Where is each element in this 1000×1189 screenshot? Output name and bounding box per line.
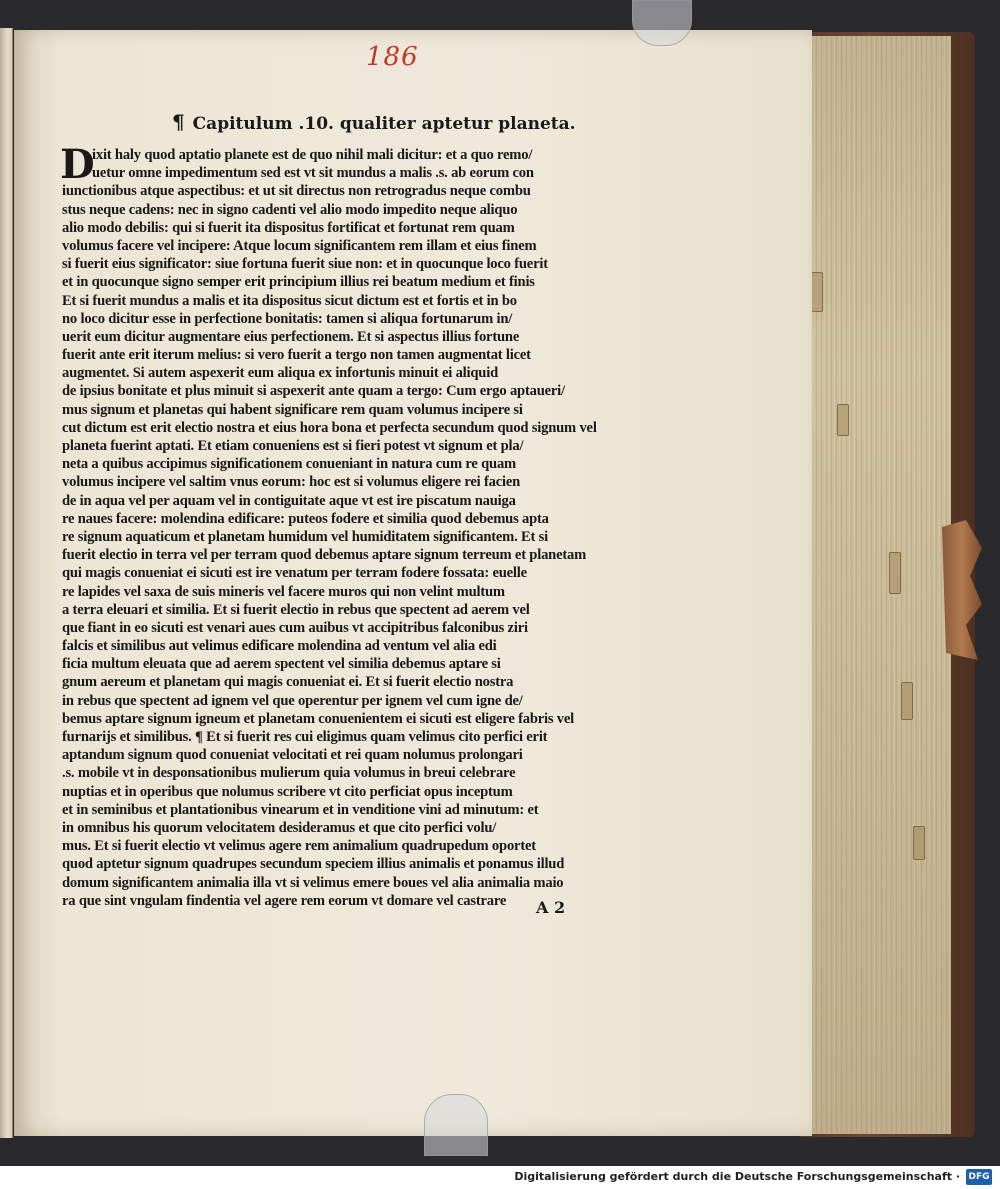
text-line: cut dictum est erit electio nostra et eius hora bona et perfecta secundum quod signum vel — [62, 419, 597, 436]
text-line: bemus aptare signum igneum et planetam conuenientem ei sicuti est eligere fabris vel — [62, 710, 575, 727]
text-line: et in quocunque signo semper erit principium illius rei beatum medium et finis — [62, 274, 535, 291]
page-clip-top — [632, 0, 692, 46]
text-line: volumus facere vel incipere: Atque locum significantem rem illam et eius finem — [62, 237, 537, 254]
footer-bar — [0, 1166, 1000, 1189]
text-line: re naues facere: molendina edificare: puteos fodere et similia quod debemus apta — [62, 510, 549, 527]
dfg-logo: DFG — [966, 1169, 992, 1185]
text-line: re lapides vel saxa de suis mineris vel facere muros qui non velint multum — [62, 583, 505, 600]
text-line: neta a quibus accipimus significationem conueniant in natura cum re quam — [62, 456, 517, 473]
text-line: stus neque cadens: nec in signo cadenti vel alio modo impedito neque aliquo — [62, 201, 518, 218]
text-line: qui magis conueniat ei sicuti est ire venatum per terram fodere fossata: euelle — [62, 565, 527, 582]
text-line: et in seminibus et plantationibus vinearum et in venditione vini ad minutum: et — [62, 801, 539, 818]
text-line: re signum aquaticum et planetam humidum vel humiditatem significantem. Et si — [62, 528, 549, 545]
text-line: fuerit ante erit iterum melius: si vero fuerit a tergo non tamen augmentat licet — [62, 347, 531, 364]
text-line: ra que sint vngulam findentia vel agere rem eorum vt domare vel castrare — [62, 892, 507, 909]
text-line: in omnibus his quorum velocitatem desideramus et que cito perfici volu/ — [62, 819, 497, 836]
text-line: gnum aereum et planetam qui magis conueniat ei. Et si fuerit electio nostra — [62, 674, 514, 691]
body-text — [60, 141, 626, 910]
text-line: domum significantem animalia illa vt si velimus emere boues vel alia animalia maio — [62, 874, 564, 891]
text-line: uetur omne impedimentum sed est vt sit mundus a malis .s. ab eorum con — [92, 165, 534, 182]
text-line: quod aptetur signum quadrupes secundum speciem illius animalis et ponamus illud — [62, 856, 565, 873]
text-line: mus. Et si fuerit electio vt velimus agere rem animalium quadrupedum oportet — [62, 838, 536, 855]
text-line: que fiant in eo sicuti est venari aues cum auibus vt accipitribus falconibus ziri — [62, 619, 528, 636]
pilcrow-mark: ¶ — [172, 110, 185, 134]
text-line: ficia multum eleuata que ad aerem spectent vel similia debemus aptare si — [62, 656, 501, 673]
torn-binding — [942, 520, 982, 660]
text-line: planeta fuerint aptati. Et etiam conueniens est si fieri potest vt signum et pla/ — [62, 438, 524, 454]
page-tab — [837, 404, 849, 436]
page-tab — [889, 552, 901, 594]
text-line: in rebus que spectent ad ignem vel que operentur per ignem vel cum igne de/ — [62, 692, 523, 709]
page-tab — [901, 682, 913, 720]
text-line: aptandum signum quod conueniat velocitati et rei quam nolumus prolongari — [62, 747, 523, 764]
footer-credit: Digitalisierung gefördert durch die Deutsche Forschungsgemeinschaft · — [514, 1170, 960, 1183]
text-line: a terra eleuari et similia. Et si fuerit electio in rebus que spectent ad aerem vel — [62, 601, 530, 618]
text-line: uerit eum dicitur augmentare eius perfectionem. Et si aspectus illius fortune — [62, 328, 520, 345]
text-line: furnarijs et similibus. ¶ Et si fuerit res cui eligimus quam velimus cito perfici erit — [62, 729, 548, 745]
text-line: no loco dicitur esse in perfectione bonitatis: tamen si aliqua fortunarum in/ — [62, 310, 513, 327]
text-line: mus signum et planetas qui habent significare rem quam volumus incipere si — [62, 401, 523, 418]
text-line: fuerit electio in terra vel per terram quod debemus aptare signum terreum et planetam — [62, 547, 587, 564]
initial-letter: D — [60, 141, 95, 188]
left-page-edge — [0, 28, 13, 1138]
page-tab — [811, 272, 823, 312]
text-line: iunctionibus atque aspectibus: et ut sit directus non retrogradus neque combu — [62, 183, 531, 200]
chapter-heading — [172, 110, 576, 134]
text-line: Et si fuerit mundus a malis et ita dispositus sicut dictum est et fortis et in bo — [62, 292, 517, 309]
chapter-heading-text: Capitulum .10. qualiter aptetur planeta. — [192, 114, 576, 134]
text-line: de in aqua vel per aquam vel in contiguitate aque vt est ire piscatum nauiga — [62, 492, 516, 509]
text-line: .s. mobile vt in desponsationibus mulierum quia volumus in breui celebrare — [62, 765, 516, 782]
page-block-edge — [802, 36, 951, 1134]
text-line: ixit haly quod aptatio planete est de quo nihil mali dicitur: et a quo remo/ — [92, 147, 533, 163]
signature-mark: A 2 — [536, 898, 566, 917]
text-line: augmentet. Si autem aspexerit eum aliqua ex infortunis minuit ei aliquid — [62, 365, 498, 382]
page-tab — [913, 826, 925, 860]
folio-number: 186 — [366, 42, 419, 72]
text-line: volumus incipere vel saltim vnus eorum: hoc est si volumus eligere rei facien — [62, 474, 521, 491]
text-line: nuptias et in operibus que nolumus scribere vt cito perficiat opus inceptum — [62, 783, 513, 800]
text-line: alio modo debilis: qui si fuerit ita dispositus fortificat et fortunat rem quam — [62, 219, 515, 236]
text-line: falcis et similibus aut velimus edificare molendina ad ventum vel alia edi — [62, 638, 497, 655]
text-line: si fuerit eius significator: siue fortuna fuerit siue non: et in quocunque loco fuerit — [62, 256, 548, 273]
text-line: de ipsius bonitate et plus minuit si aspexerit ante quam a tergo: Cum ergo aptaueri/ — [62, 383, 565, 400]
page-clip-bottom — [424, 1094, 488, 1156]
